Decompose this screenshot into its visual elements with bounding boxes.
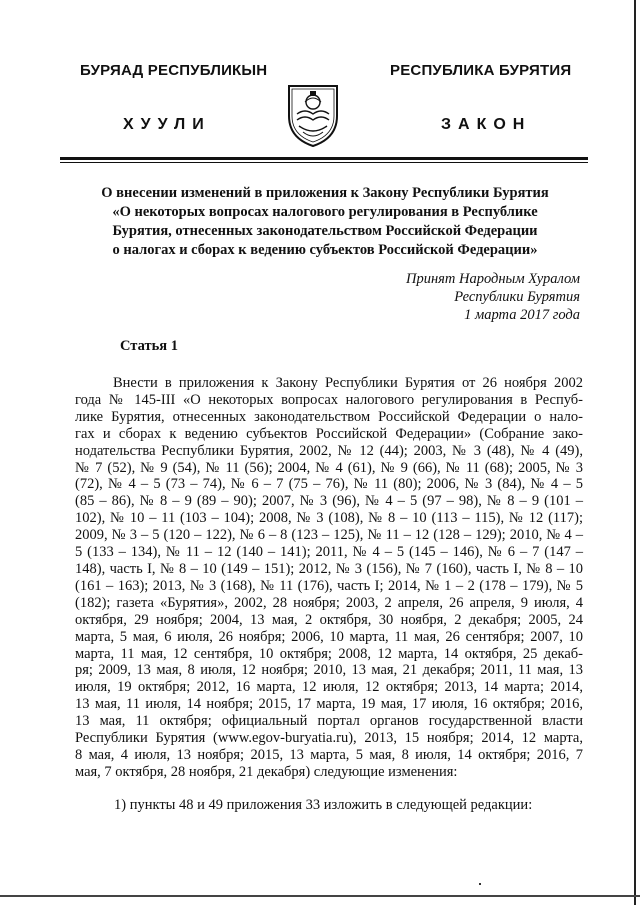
page-edge-right bbox=[634, 0, 636, 905]
buryatia-coat-of-arms-icon bbox=[283, 80, 343, 150]
body-line: марта, 5 мая, 6 июля, 26 ноября; 2006, 10 марта, 11 мая, 26 сентября; 2007, 10 bbox=[75, 628, 583, 645]
header-divider-thick bbox=[60, 157, 588, 160]
body-line: 13 мая, 11 октября; официальный портал органов государственной власти bbox=[75, 713, 583, 730]
body-line: 8 мая, 4 июля, 13 ноября; 2015, 13 марта, 5 мая, 8 июля, 14 октября; 2016, 7 bbox=[75, 746, 583, 763]
body-line: № 7 (52), № 9 (54), № 11 (56); 2004, № 4 (61), № 9 (66), № 11 (68); 2005, № 3 bbox=[75, 459, 583, 476]
article-body bbox=[75, 375, 583, 781]
body-line: (182); газета «Бурятия», 2002, 28 ноября; 2003, 2 апреля, 26 апреля, 9 июля, 4 bbox=[75, 594, 583, 611]
body-line: Внести в приложения к Закону Республики Бурятия от 26 ноября 2002 bbox=[113, 375, 583, 391]
law-title-line: о налогах и сборах к ведению субъектов Российской Федерации» bbox=[112, 242, 538, 258]
body-line: 13 мая, 11 июля, 14 ноября; 2015, 17 марта, 19 мая, 17 июля, 16 октября; 2016, bbox=[75, 696, 583, 713]
header-republic-buryat: БУРЯАД РЕСПУБЛИКЫН bbox=[80, 62, 268, 79]
adoption-note bbox=[300, 270, 580, 324]
body-line: лике Бурятия, отнесенных законодательством Российской Федерации о нало- bbox=[75, 408, 583, 425]
body-line: марта, 11 мая, 12 сентября, 10 октября; 2008, 12 марта, 14 октября, 25 декаб- bbox=[75, 645, 583, 662]
header-word-khuuli: ХУУЛИ bbox=[123, 116, 211, 133]
header-divider-thin bbox=[60, 162, 588, 163]
law-title-line: О внесении изменений в приложения к Закону Республики Бурятия bbox=[101, 185, 549, 201]
body-line: Республики Бурятия (www.egov-buryatia.ru), 2013, 15 ноября; 2014, 12 марта, bbox=[75, 730, 583, 747]
body-line: (85 – 86), № 8 – 9 (89 – 90); 2007, № 3 (96), № 4 – 5 (97 – 98), № 8 – 9 (101 – bbox=[75, 493, 583, 510]
body-line: июля, 19 октября; 2012, 16 марта, 12 июля, 12 октября; 2013, 14 марта; 2014, bbox=[75, 679, 583, 696]
body-line: 102), № 10 – 11 (103 – 104); 2008, № 3 (108), № 8 – 10 (113 – 115), № 12 (117); bbox=[75, 510, 583, 527]
body-line: 148), часть I, № 8 – 10 (149 – 151); 2012, № 3 (156), № 7 (160), часть I, № 8 – 10 bbox=[75, 560, 583, 577]
body-line: мая, 7 октября, 28 ноября, 21 декабря) следующие изменения: bbox=[75, 763, 458, 780]
amendment-item-1: 1) пункты 48 и 49 приложения 33 изложить в следующей редакции: bbox=[114, 797, 533, 813]
body-line: октября, 29 ноября; 2004, 13 мая, 2 октября, 30 ноября, 2 декабря; 2005, 24 bbox=[75, 611, 583, 628]
adoption-note-line: 1 марта 2017 года bbox=[464, 307, 580, 323]
body-line: (161 – 163); 2013, № 3 (168), № 11 (176), часть I; 2014, № 1 – 2 (178 – 179), № 5 bbox=[75, 577, 583, 594]
body-line: ря; 2009, 13 мая, 8 июля, 12 ноября; 2010, 13 мая, 21 декабря; 2011, 11 мая, 13 bbox=[75, 662, 583, 679]
page-edge-bottom bbox=[0, 895, 640, 897]
adoption-note-line: Принят Народным Хуралом bbox=[405, 271, 580, 287]
body-line: нодательства Республики Бурятия, 2002, № 12 (44); 2003, № 3 (48), № 4 (49), bbox=[75, 442, 583, 459]
article-heading: Статья 1 bbox=[120, 338, 178, 354]
body-line: года № 145-III «О некоторых вопросах налогового регулирования в Респуб- bbox=[75, 391, 583, 408]
law-title-line: «О некоторых вопросах налогового регулирования в Республике bbox=[112, 204, 538, 220]
law-title-line: Бурятия, отнесенных законодательством Российской Федерации bbox=[112, 223, 538, 239]
header-word-zakon: ЗАКОН bbox=[441, 116, 532, 133]
body-line: 5 (133 – 134), № 11 – 12 (140 – 141); 2011, № 4 – 5 (145 – 146), № 6 – 7 (147 – bbox=[75, 544, 583, 561]
body-line: (72), № 4 – 5 (73 – 74), № 6 – 7 (75 – 76), № 11 (80); 2006, № 3 (84), № 4 – 5 bbox=[75, 476, 583, 493]
body-line: гах и сборах к ведению субъектов Российской Федерации» (Собрание зако- bbox=[75, 425, 583, 442]
law-title bbox=[70, 184, 580, 260]
adoption-note-line: Республики Бурятия bbox=[454, 289, 580, 305]
body-line: 2009, № 3 – 5 (120 – 122), № 6 – 8 (123 – 125), № 11 – 12 (128 – 129); 2010, № 4 – bbox=[75, 527, 583, 544]
header-republic-russian: РЕСПУБЛИКА БУРЯТИЯ bbox=[390, 62, 572, 79]
scan-speck bbox=[479, 883, 481, 885]
